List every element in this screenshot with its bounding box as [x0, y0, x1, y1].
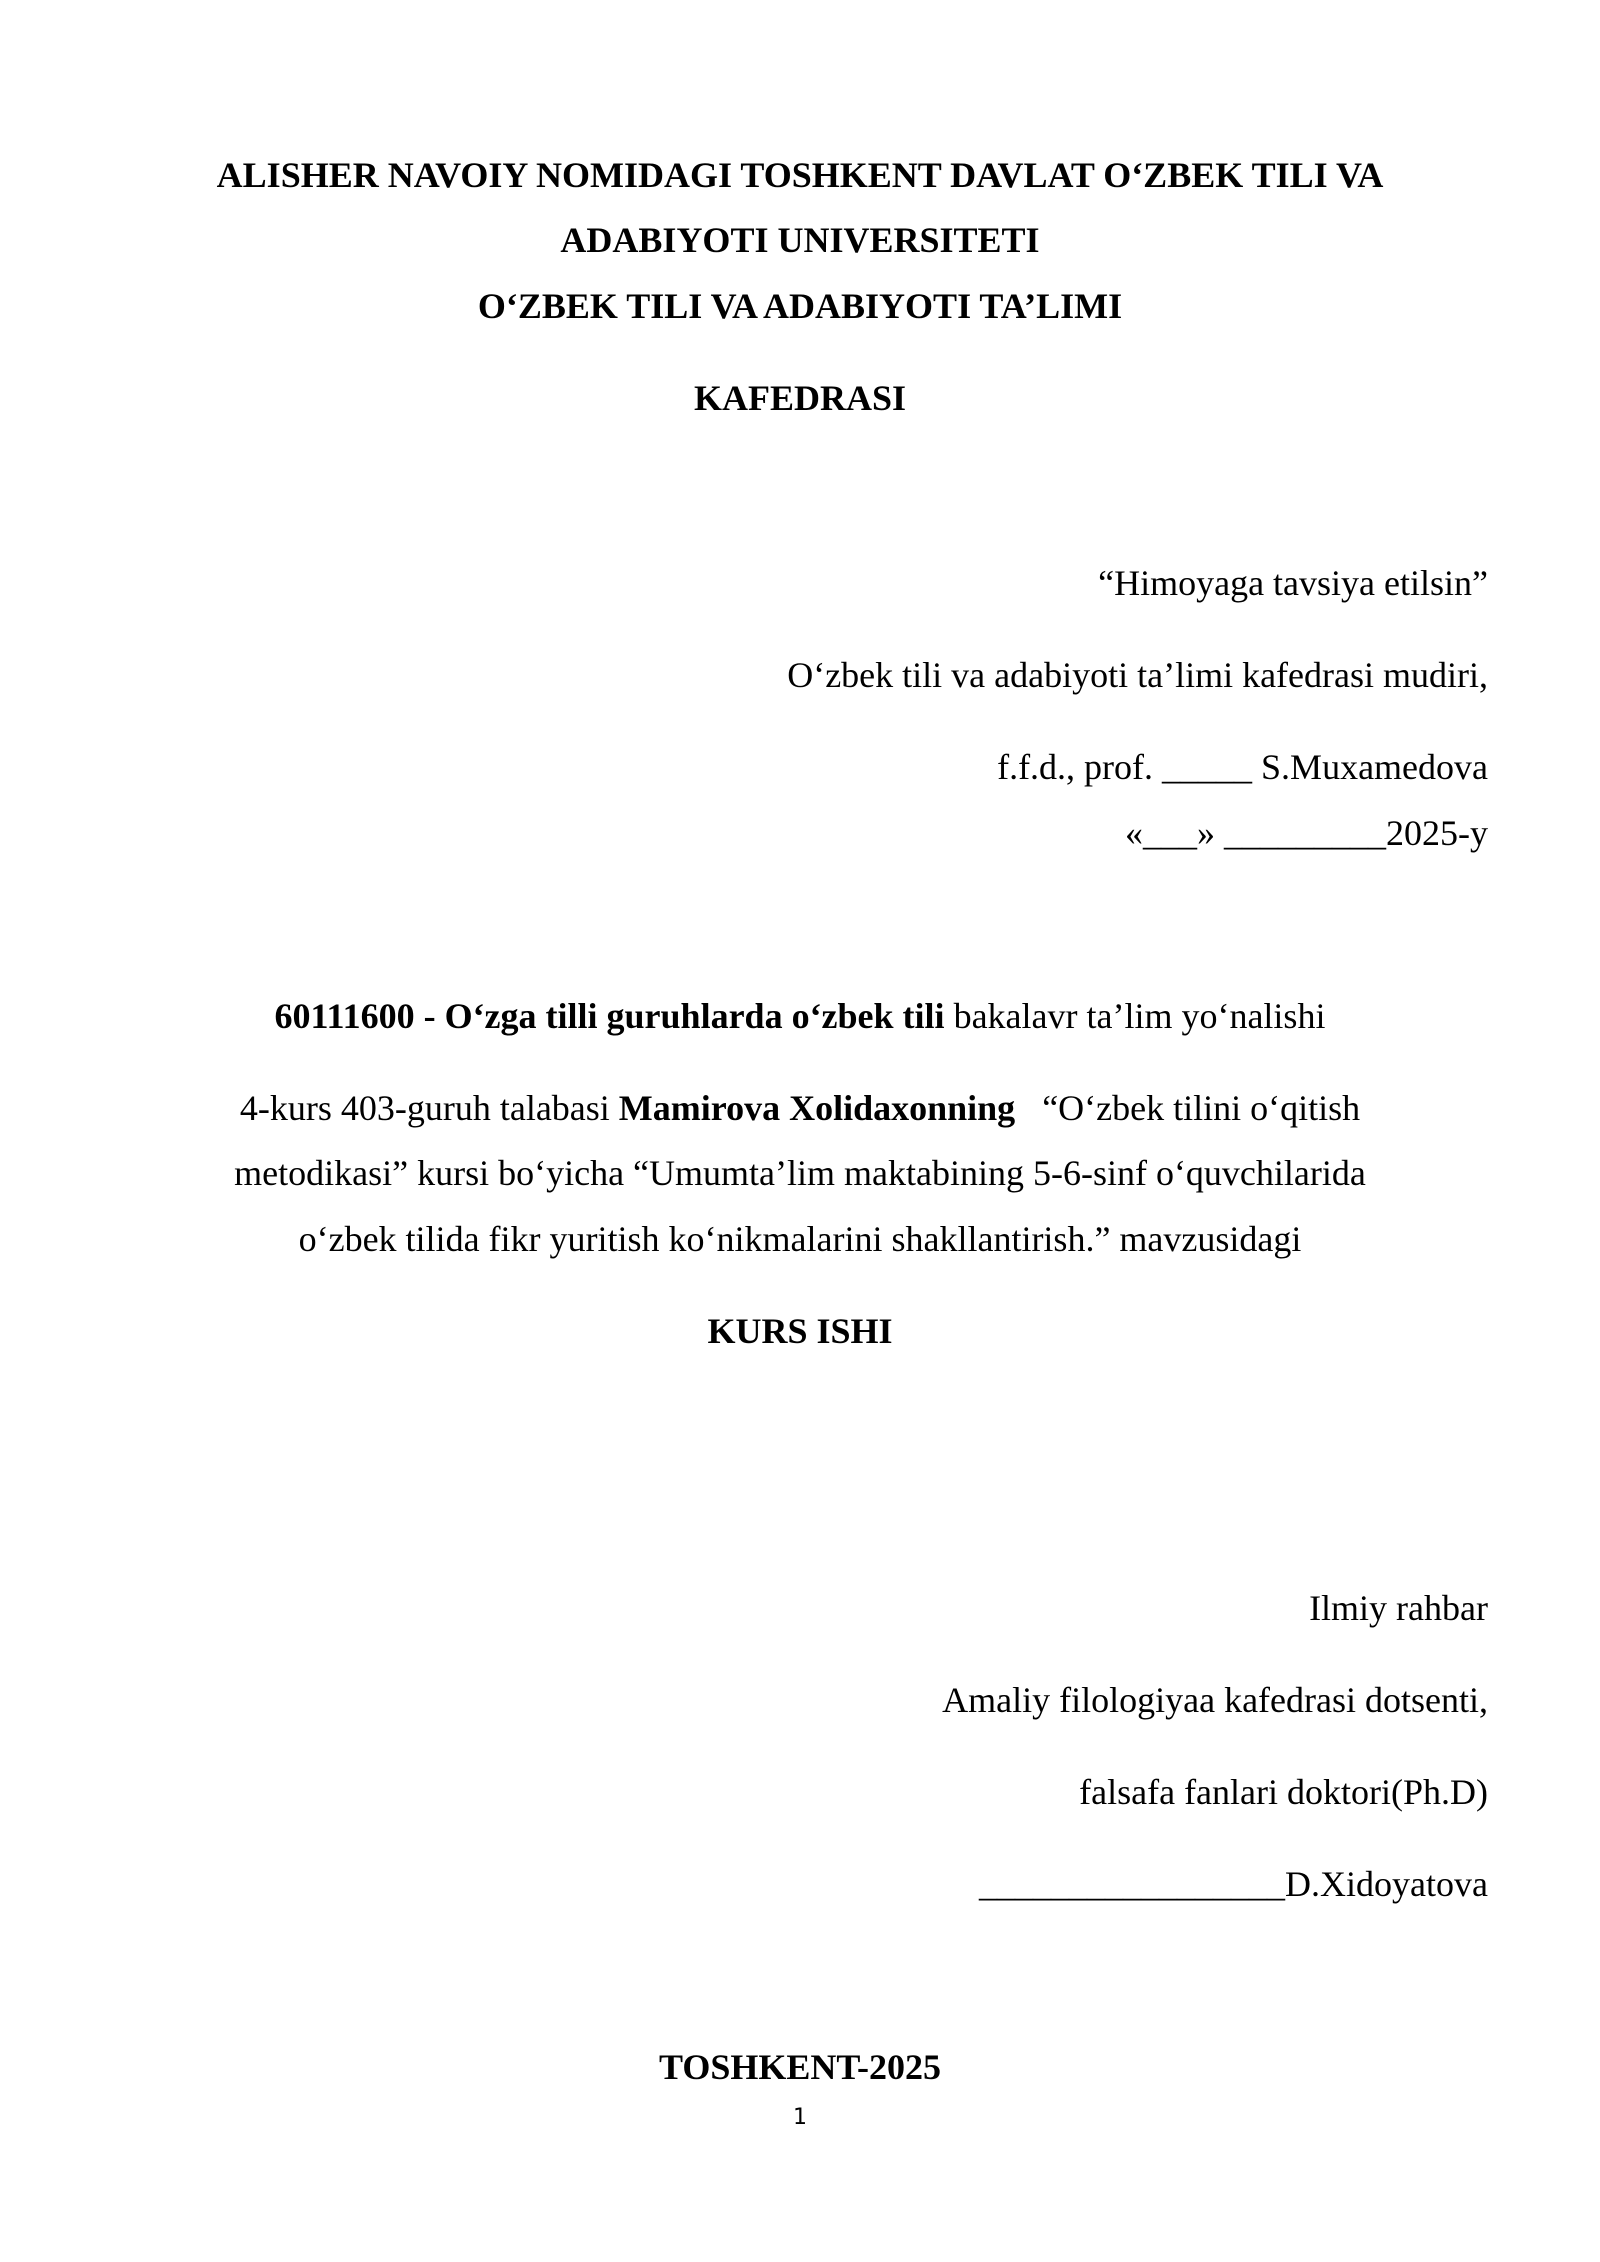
approval-signature: f.f.d., prof. _____ S.Muxamedova — [997, 747, 1488, 787]
supervisor-position: Amaliy filologiyaa kafedrasi dotsenti, — [942, 1680, 1488, 1720]
university-name-line1: ALISHER NAVOIY NOMIDAGI TOSHKENT DAVLAT O‘ZBEK TILI VA — [216, 155, 1384, 195]
specialty-code: 60111600 - O‘zga tilli guruhlarda o‘zbek tili — [274, 996, 945, 1036]
work-type-title: KURS ISHI — [707, 1311, 893, 1351]
university-name-line2: ADABIYOTI UNIVERSITETI — [560, 220, 1040, 260]
supervisor-signature: _________________D.Xidoyatova — [979, 1864, 1488, 1904]
supervisor-label: Ilmiy rahbar — [1309, 1588, 1488, 1628]
department-name-line2: KAFEDRASI — [693, 378, 907, 418]
approval-head-title: O‘zbek tili va adabiyoti ta’limi kafedrasi mudiri, — [787, 655, 1488, 695]
course-title-start: “O‘zbek tilini o‘qitish — [1015, 1088, 1361, 1128]
page-number: 1 — [793, 2105, 807, 2130]
specialty-line — [0, 998, 1600, 1034]
student-line — [0, 1090, 1600, 1126]
approval-recommendation: “Himoyaga tavsiya etilsin” — [1098, 563, 1488, 603]
student-course-group: 4-kurs 403-guruh talabasi — [239, 1088, 619, 1128]
approval-date: «___» _________2025-y — [1125, 813, 1488, 853]
specialty-direction: bakalavr ta’lim yo‘nalishi — [944, 996, 1326, 1036]
department-name-line1: O‘ZBEK TILI VA ADABIYOTI TA’LIMI — [477, 286, 1123, 326]
student-name: Mamirova Xolidaxonning — [618, 1088, 1016, 1128]
supervisor-degree: falsafa fanlari doktori(Ph.D) — [1079, 1772, 1488, 1812]
course-title-line: metodikasi” kursi bo‘yicha “Umumta’lim maktabining 5-6-sinf o‘quvchilarida — [234, 1153, 1366, 1193]
city-year: TOSHKENT-2025 — [658, 2047, 942, 2087]
topic-title-line: o‘zbek tilida fikr yuritish ko‘nikmalarini shakllantirish.” mavzusidagi — [298, 1219, 1302, 1259]
